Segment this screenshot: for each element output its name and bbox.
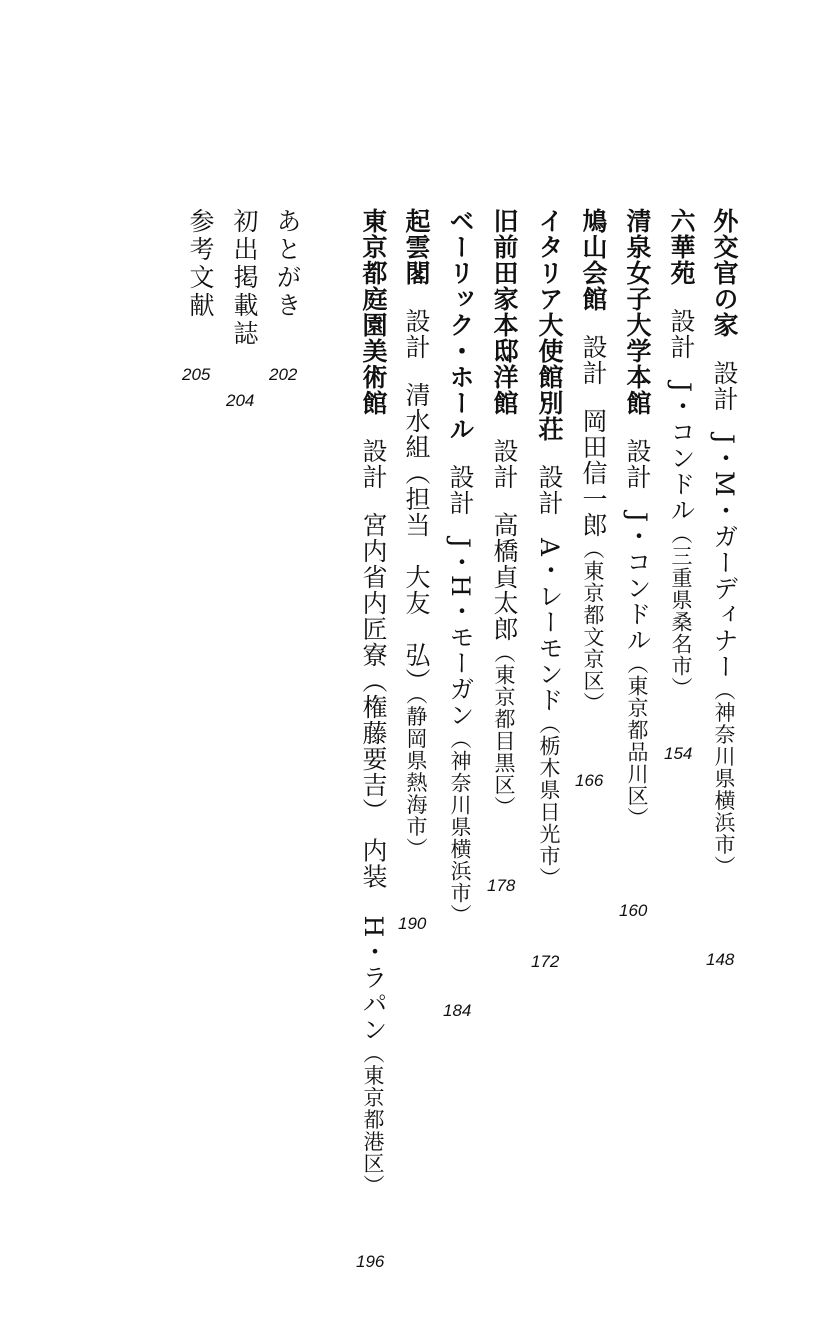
entry-title: 清泉女子大学本館 — [623, 208, 652, 416]
back-matter-afterword — [270, 208, 304, 320]
back-matter-title: 参考文献 — [186, 208, 215, 320]
entry-page-number: 154 — [664, 744, 693, 763]
back-matter-title: 初出掲載誌 — [230, 208, 259, 348]
designer-label: 設計 — [446, 464, 475, 516]
entry-location: （神奈川県横浜市） — [448, 727, 472, 926]
toc-entry — [664, 208, 698, 699]
entry-title: 起雲閣 — [402, 208, 431, 286]
designer-name: J・H・モーガン — [446, 538, 475, 728]
designer-label: 設計 — [579, 334, 608, 386]
entry-title: イタリア大使館別荘 — [535, 208, 564, 442]
entry-title: 鳩山会館 — [579, 208, 608, 312]
toc-entry — [356, 208, 390, 1196]
entry-location: （栃木県日光市） — [537, 713, 561, 890]
toc-entry — [487, 208, 521, 818]
designer-label: 設計 — [535, 464, 564, 516]
entry-location: （三重県桑名市） — [669, 523, 693, 700]
entry-page-number: 184 — [443, 1001, 472, 1020]
designer-name: 清水組（担当 大友 弘） — [402, 382, 431, 694]
toc-entry — [576, 208, 610, 714]
entry-location: （神奈川県横浜市） — [712, 679, 736, 878]
entry-title: ベーリック・ホール — [446, 208, 475, 442]
entry-page-number: 166 — [575, 771, 604, 790]
designer-label: 設計 — [359, 438, 388, 490]
back-matter-title: あとがき — [273, 208, 302, 320]
designer-label: 設計 — [402, 308, 431, 360]
back-matter-first-published — [227, 208, 261, 348]
entry-page-number: 160 — [619, 901, 648, 920]
entry-location: （東京都目黒区） — [492, 642, 516, 818]
toc-entry — [399, 208, 433, 860]
toc-entry — [707, 208, 741, 878]
designer-name: 高橋貞太郎 — [490, 512, 519, 642]
entry-page-number: 190 — [398, 914, 427, 933]
entry-page-number: 178 — [487, 876, 516, 895]
entry-title: 外交官の家 — [710, 208, 739, 338]
designer-name: J・コンドル — [667, 382, 696, 524]
designer-label: 設計 — [710, 360, 739, 412]
back-matter-page-number: 205 — [182, 365, 211, 384]
entry-page-number: 148 — [706, 950, 735, 969]
designer-name: J・コンドル — [623, 512, 652, 654]
back-matter-page-number: 204 — [226, 391, 255, 410]
designer-label: 設計 — [667, 308, 696, 360]
designer-label: 設計 — [623, 438, 652, 490]
entry-title: 東京都庭園美術館 — [359, 208, 388, 416]
entry-page-number: 172 — [531, 952, 560, 971]
designer-name: A・レーモンド — [535, 538, 564, 714]
entry-location: （静岡県熱海市） — [404, 694, 428, 860]
toc-entry — [532, 208, 566, 889]
entry-location: （東京都港区） — [361, 1042, 385, 1197]
designer-label: 設計 — [490, 438, 519, 490]
entry-location: （東京都品川区） — [625, 653, 649, 830]
toc-entry — [620, 208, 654, 829]
entry-title: 旧前田家本邸洋館 — [490, 208, 519, 416]
back-matter-references — [183, 208, 217, 320]
toc-entry — [443, 208, 477, 926]
designer-name: 宮内省内匠寮（権藤要吉） 内装 H・ラパン — [359, 512, 388, 1043]
entry-title: 六華苑 — [667, 208, 696, 286]
back-matter-page-number: 202 — [269, 365, 298, 384]
entry-location: （東京都文京区） — [581, 538, 605, 714]
designer-name: 岡田信一郎 — [579, 408, 608, 538]
designer-name: J・M・ガーディナー — [710, 434, 739, 680]
entry-page-number: 196 — [356, 1252, 385, 1271]
